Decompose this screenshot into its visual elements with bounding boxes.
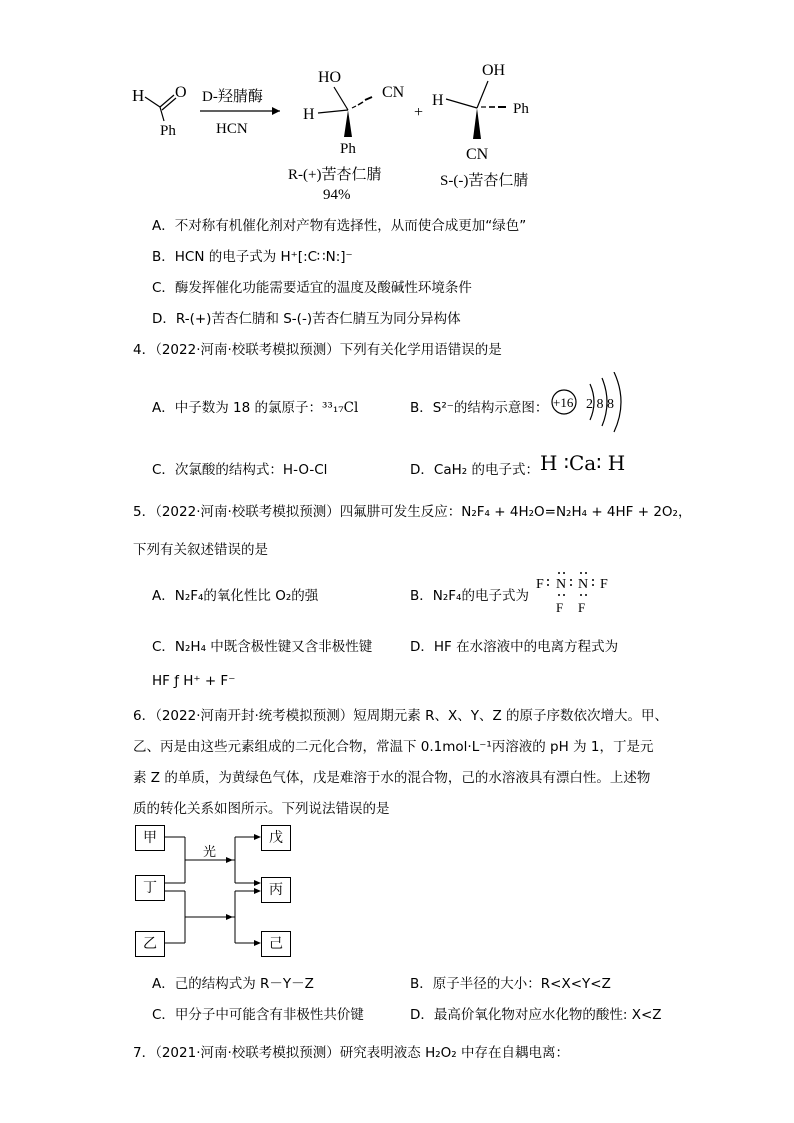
- n2f4-electron-formula: [534, 568, 620, 616]
- light-label: 光: [203, 845, 217, 860]
- q6-line4: 质的转化关系如图所示。下列说法错误的是: [133, 801, 390, 817]
- q7-stem: 7．（2021·河南·校联考模拟预测）研究表明液态 H₂O₂ 中存在自耦电离：: [133, 1045, 569, 1061]
- q3-option-c: C．酶发挥催化功能需要适宜的温度及酸碱性环境条件: [152, 280, 472, 296]
- q5-option-d-equation: HF ƒ H⁺ + F⁻: [152, 673, 236, 689]
- p1-ph: Ph: [340, 141, 356, 157]
- q5-option-a: A．N₂F₄的氧化性比 O₂的强: [152, 588, 319, 604]
- reagent-top: D-羟腈酶: [202, 89, 263, 105]
- q6-option-a: A．己的结构式为 R－Y－Z: [152, 976, 314, 992]
- box-ding: 丁: [135, 875, 165, 901]
- p2-cn: CN: [466, 146, 489, 163]
- n2f4-f1: F: [536, 577, 544, 592]
- reactant-o: O: [175, 84, 187, 101]
- p1-yield: 94%: [323, 187, 351, 203]
- plus: +: [414, 104, 424, 121]
- q6-line1: 6．（2022·河南开封·统考模拟预测）短周期元素 R、X、Y、Z 的原子序数依次增大。甲、: [133, 708, 668, 724]
- q3-option-b: B．HCN 的电子式为 H⁺[:C∷N:]⁻: [152, 249, 353, 265]
- q5-option-d: D．HF 在水溶液中的电离方程式为: [410, 639, 619, 655]
- q5-option-b: B．N₂F₄的电子式为: [410, 588, 529, 604]
- q6-option-d: D．最高价氧化物对应水化物的酸性: X<Z: [410, 1007, 662, 1023]
- p1-ho: HO: [318, 69, 342, 86]
- q4-option-d: [410, 458, 539, 478]
- s-shells: 2 8 8: [586, 397, 614, 412]
- q5-stem2: 下列有关叙述错误的是: [133, 542, 268, 558]
- sulfide-ion-diagram: [550, 372, 660, 438]
- n2f4-f3: F: [556, 600, 564, 615]
- n2f4-n1: N: [556, 577, 567, 592]
- n2f4-f2: F: [600, 577, 608, 592]
- reactant-ph: Ph: [160, 123, 176, 139]
- q4-a-text: A．中子数为 18 的氯原子：: [152, 400, 322, 416]
- p2-ph: Ph: [513, 101, 529, 117]
- p2-name: S-(-)苦杏仁腈: [440, 173, 529, 189]
- q4-b-text: B．S²⁻的结构示意图：: [410, 400, 549, 416]
- q4-option-a: [152, 396, 358, 416]
- s-nucleus: +16: [553, 395, 574, 410]
- q3-option-d: D．R-(+)苦杏仁腈和 S-(-)苦杏仁腈互为同分异构体: [152, 311, 461, 327]
- q4-option-b: [410, 396, 548, 416]
- box-yi: 乙: [135, 931, 165, 957]
- box-jia: 甲: [135, 825, 165, 851]
- q6-option-b: B．原子半径的大小：R<X<Y<Z: [410, 976, 611, 992]
- cah2-electron-formula: H ∶Ca∶ H: [540, 451, 626, 475]
- reactant-h: H: [132, 86, 145, 105]
- reagent-bottom: HCN: [216, 121, 248, 137]
- box-ji: 己: [261, 931, 291, 957]
- q3-option-a: A．不对称有机催化剂对产物有选择性，从而使合成更加“绿色”: [152, 218, 527, 234]
- p1-name: R-(+)苦杏仁腈: [288, 167, 382, 183]
- box-bing: 丙: [261, 877, 291, 903]
- p1-h: H: [303, 106, 315, 123]
- q4-option-c: C．次氯酸的结构式：H-O-Cl: [152, 462, 328, 478]
- q4-d-text: D．CaH₂ 的电子式：: [410, 462, 539, 478]
- q6-line2: 乙、丙是由这些元素组成的二元化合物，常温下 0.1mol·L⁻¹丙溶液的 pH 为 1，丁是元: [133, 739, 654, 755]
- n2f4-f4: F: [578, 600, 586, 615]
- p1-cn: CN: [382, 84, 405, 101]
- q5-option-c: C．N₂H₄ 中既含极性键又含非极性键: [152, 639, 373, 655]
- q4-stem: 4．（2022·河南·校联考模拟预测）下列有关化学用语错误的是: [133, 342, 502, 358]
- p2-h: H: [432, 92, 444, 109]
- q4-a-symbol: ³³₁₇Cl: [322, 400, 359, 416]
- q6-option-c: C．甲分子中可能含有非极性共价键: [152, 1007, 364, 1023]
- q6-line3: 素 Z 的单质，为黄绿色气体，戊是难溶于水的混合物，己的水溶液具有漂白性。上述物: [133, 770, 651, 786]
- box-wu: 戊: [261, 825, 291, 851]
- n2f4-n2: N: [578, 577, 589, 592]
- p2-oh: OH: [482, 62, 506, 79]
- q5-stem: 5．（2022·河南·校联考模拟预测）四氟肼可发生反应：N₂F₄ + 4H₂O=N₂H₄ + 4HF + 2O₂，: [133, 504, 692, 520]
- transformation-diagram: [135, 825, 305, 965]
- reaction-scheme: [120, 55, 560, 205]
